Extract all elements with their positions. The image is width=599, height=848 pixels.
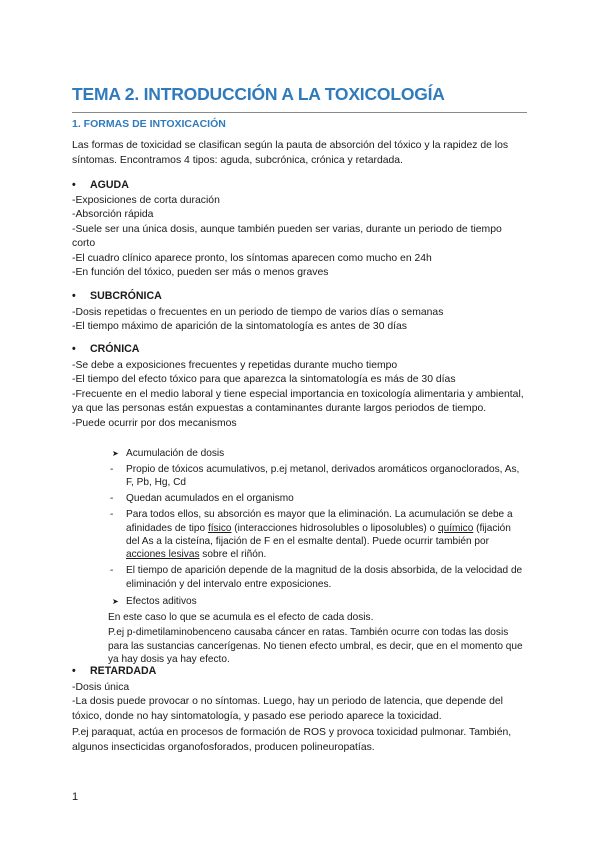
list-item: -El tiempo del efecto tóxico para que aparezca la sintomatología es más de 30 días bbox=[72, 374, 456, 386]
section-heading: 1. FORMAS DE INTOXICACIÓN bbox=[72, 118, 226, 130]
list-item: -La dosis puede provocar o no síntomas. Luego, hay un periodo de latencia, que depende del tóxico, donde no hay sintomatología, y pasado ese periodo aparece la toxicidad. bbox=[72, 696, 503, 722]
list-item: -En función del tóxico, pueden ser más o menos graves bbox=[72, 267, 329, 279]
underlined-term: físico bbox=[207, 522, 232, 534]
bullet-icon: • bbox=[72, 343, 76, 355]
intro-paragraph: Las formas de toxicidad se clasifican según la pauta de absorción del tóxico y la rapidez de los síntomas. Encontramos 4 tipos: aguda, subcrónica, crónica y retardada. bbox=[72, 140, 509, 166]
heading-retardada bbox=[72, 665, 156, 677]
subcronica-list bbox=[72, 306, 527, 335]
list-item: -Frecuente en el medio laboral y tiene especial importancia en toxicología alimentaria y ambiental, ya que las personas están expuestas a contaminantes durante largos periodos de tiempo. bbox=[72, 388, 524, 415]
list-item: -El tiempo máximo de aparición de la sintomatología es antes de 30 días bbox=[72, 321, 407, 333]
mechanism-efectos-aditivos: ➤ Efectos aditivos bbox=[112, 596, 197, 608]
list-item: -Se debe a exposiciones frecuentes y repetidas durante mucho tiempo bbox=[72, 360, 398, 371]
bullet-icon: • bbox=[72, 665, 76, 677]
list-item: -Suele ser una única dosis, aunque también pueden ser varias, durante un periodo de tiempo corto bbox=[72, 223, 502, 250]
heading-subcronica bbox=[72, 290, 162, 302]
list-item: -Dosis única bbox=[72, 682, 130, 693]
underlined-term: acciones lesivas bbox=[126, 549, 200, 561]
underlined-term: químico bbox=[437, 522, 474, 534]
heading-aguda bbox=[72, 179, 129, 191]
list-item: -Puede ocurrir por dos mecanismos bbox=[72, 417, 237, 429]
heading-text: RETARDADA bbox=[90, 665, 157, 677]
bullet-icon: • bbox=[72, 290, 76, 302]
sub-list-item-absorcion: - Para todos ellos, su absorción es mayor que la eliminación. La acumulación se debe a afinidades de tipo físico (interacciones hidrosolubles o liposolubles) o químico (fijación del As a la cisteína, fijación de F en el esmalte dental). Puede ocurrir también por acciones lesivas sobre el riñón. bbox=[110, 509, 513, 561]
list-item: -Absorción rápida bbox=[72, 209, 154, 221]
dash-icon: - bbox=[110, 509, 114, 521]
cronica-mechanisms bbox=[72, 447, 527, 669]
retardada-example: P.ej paraquat, actúa en procesos de formación de ROS y provoca toxicidad pulmonar. También, algunos insecticidas organofosforados, producen polineuropatías. bbox=[72, 727, 512, 753]
dash-icon: - bbox=[110, 493, 114, 505]
page-title: TEMA 2. INTRODUCCIÓN A LA TOXICOLOGÍA bbox=[72, 84, 445, 104]
aguda-list bbox=[72, 194, 527, 280]
dash-icon: - bbox=[110, 565, 114, 577]
arrow-bullet-icon: ➤ bbox=[112, 597, 119, 607]
sub-list-item: - Propio de tóxicos acumulativos, p.ej metanol, derivados aromáticos organoclorados, As, F, Pb, Hg, Cd bbox=[110, 463, 520, 489]
heading-text: CRÓNICA bbox=[90, 343, 140, 355]
efectos-example: P.ej p-dimetilaminobenceno causaba cáncer en ratas. También ocurre con todas las dosis para las sustancias cancerígenas. No tienen efecto umbral, es decir, que en el momento que ya hay dosis ya hay efecto. bbox=[108, 627, 523, 666]
title-divider bbox=[72, 112, 527, 113]
sub-list-item: - El tiempo de aparición depende de la magnitud de la dosis absorbida, de la velocidad de eliminación y del intervalo entre exposiciones. bbox=[110, 565, 523, 590]
mechanism-acumulacion: ➤ Acumulación de dosis bbox=[112, 448, 225, 459]
heading-text: AGUDA bbox=[90, 179, 129, 191]
arrow-bullet-icon: ➤ bbox=[112, 449, 119, 458]
efectos-paragraph: En este caso lo que se acumula es el efecto de cada dosis. bbox=[108, 611, 374, 623]
cronica-list bbox=[72, 359, 527, 431]
heading-cronica bbox=[72, 343, 139, 355]
sub-list-item: - Quedan acumulados en el organismo bbox=[110, 493, 294, 505]
retardada-list bbox=[72, 681, 527, 755]
list-item: -El cuadro clínico aparece pronto, los síntomas aparecen como mucho en 24h bbox=[72, 252, 432, 264]
dash-icon: - bbox=[110, 463, 114, 475]
list-item: -Dosis repetidas o frecuentes en un periodo de tiempo de varios días o semanas bbox=[72, 307, 444, 318]
page-number: 1 bbox=[72, 791, 79, 803]
heading-text: SUBCRÓNICA bbox=[90, 290, 162, 302]
bullet-icon: • bbox=[72, 179, 76, 191]
list-item: -Exposiciones de corta duración bbox=[72, 195, 220, 206]
